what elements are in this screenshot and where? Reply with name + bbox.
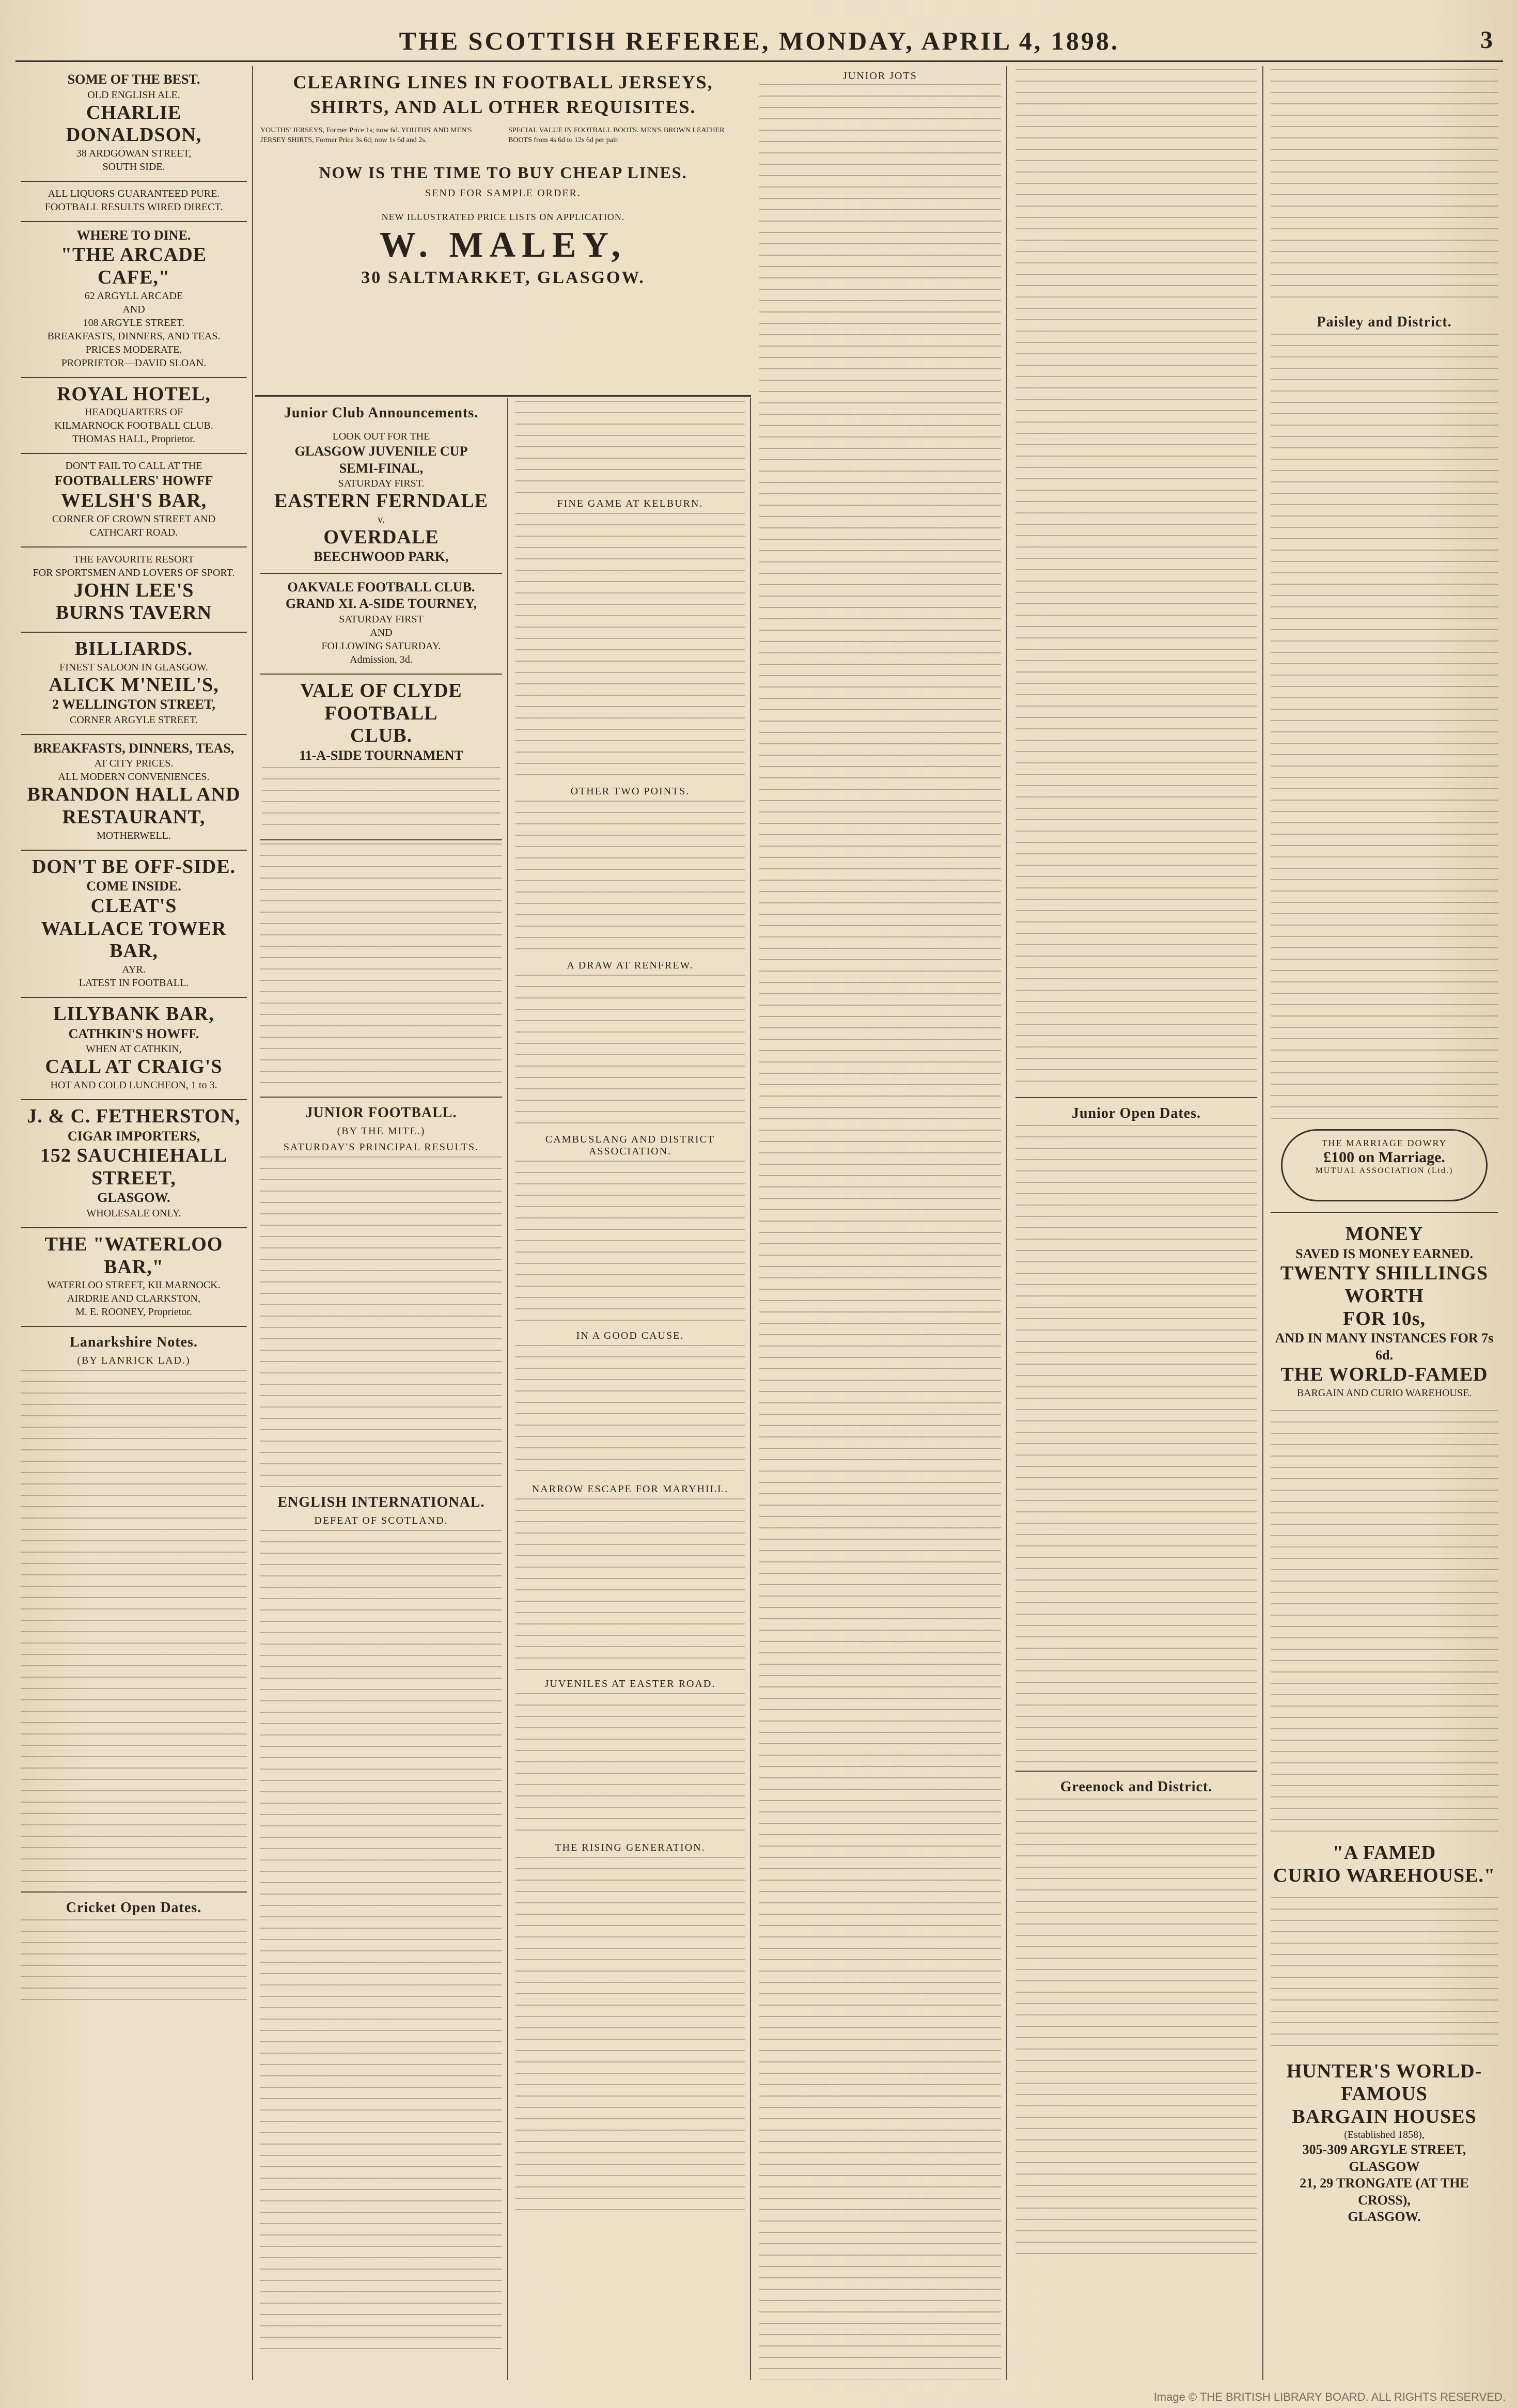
body-text bbox=[262, 767, 500, 829]
body-text bbox=[1015, 69, 1257, 1092]
body-text bbox=[515, 1693, 745, 1838]
ad-line: PROPRIETOR—DAVID SLOAN. bbox=[61, 357, 207, 369]
ad-name: TWENTY SHILLINGS WORTH bbox=[1280, 1262, 1489, 1307]
body-text bbox=[515, 975, 745, 1130]
ad-heading: 21, 29 TRONGATE (AT THE CROSS), bbox=[1300, 2176, 1469, 2208]
ad-heading: NOW IS THE TIME TO BUY CHEAP LINES. bbox=[319, 163, 687, 182]
ad-name: OVERDALE bbox=[323, 526, 439, 548]
ad-heading: CIGAR IMPORTERS, bbox=[67, 1128, 200, 1144]
ad-heading: COME INSIDE. bbox=[86, 879, 181, 894]
ad-line: CORNER ARGYLE STREET. bbox=[70, 714, 198, 726]
ad-line: FINEST SALOON IN GLASGOW. bbox=[59, 661, 208, 673]
ad-line: 108 ARGYLE STREET. bbox=[83, 317, 185, 329]
junior-football-byline: (BY THE MITE.) bbox=[337, 1125, 426, 1137]
body-text bbox=[515, 1857, 745, 2218]
ad-hunter bbox=[1271, 2055, 1498, 2233]
body-text bbox=[21, 1370, 247, 1886]
ad-line: AYR. bbox=[122, 964, 146, 975]
ad-line: WHEN AT CATHKIN, bbox=[86, 1043, 182, 1055]
ad-line: GLASGOW. bbox=[97, 1190, 170, 1206]
ad-line: WATERLOO STREET, KILMARNOCK. bbox=[47, 1279, 221, 1291]
ad-fetherston bbox=[21, 1100, 247, 1228]
ad-name: MONEY bbox=[1345, 1223, 1424, 1245]
body-text bbox=[515, 1345, 745, 1479]
seal-text: THE MARRIAGE DOWRY bbox=[1321, 1138, 1447, 1148]
junior-open-dates-title: Junior Open Dates. bbox=[1071, 1105, 1201, 1121]
ad-royal-hotel bbox=[21, 378, 247, 455]
english-international-title: ENGLISH INTERNATIONAL. bbox=[277, 1494, 485, 1511]
body-text bbox=[260, 843, 502, 1091]
ad-heading: GLASGOW. bbox=[1348, 2209, 1421, 2225]
ad-heading: OAKVALE FOOTBALL CLUB. bbox=[287, 579, 475, 595]
ad-w-maley bbox=[255, 66, 751, 397]
column-1 bbox=[15, 66, 253, 2380]
body-text bbox=[1271, 1410, 1498, 1834]
ad-line: PRICES MODERATE. bbox=[85, 343, 182, 355]
ad-heading: SAVED IS MONEY EARNED. bbox=[1295, 1246, 1473, 1261]
ad-line: HEADQUARTERS OF bbox=[84, 406, 183, 418]
section-heading: CAMBUSLANG AND DISTRICT ASSOCIATION. bbox=[545, 1134, 715, 1157]
ad-name: FOR 10s, bbox=[1343, 1307, 1426, 1330]
ad-heading: WHERE TO DINE. bbox=[76, 227, 191, 243]
section-heading: NARROW ESCAPE FOR MARYHILL. bbox=[531, 1483, 729, 1495]
cricket-open-dates-title: Cricket Open Dates. bbox=[66, 1900, 202, 1916]
ad-name: BRANDON HALL AND bbox=[27, 784, 241, 806]
column-4 bbox=[1010, 66, 1263, 2380]
ad-charlie-donaldson bbox=[21, 66, 247, 182]
section-heading: FINE GAME AT KELBURN. bbox=[557, 498, 703, 509]
ad-name: HUNTER'S WORLD-FAMOUS bbox=[1286, 2060, 1482, 2105]
ad-line: M. E. ROONEY, Proprietor. bbox=[75, 1306, 192, 1318]
ad-name: RESTAURANT, bbox=[62, 806, 206, 828]
column-3 bbox=[754, 66, 1007, 2380]
ad-line: KILMARNOCK FOOTBALL CLUB. bbox=[54, 420, 213, 432]
ad-heading: SOME OF THE BEST. bbox=[67, 72, 200, 87]
seal-text: £100 on Marriage. bbox=[1323, 1149, 1445, 1166]
ad-name: CURIO WAREHOUSE." bbox=[1273, 1864, 1496, 1886]
ad-name: THE "WATERLOO BAR," bbox=[44, 1233, 223, 1278]
ad-line: SATURDAY FIRST bbox=[339, 613, 424, 625]
ad-name: J. & C. FETHERSTON, bbox=[27, 1105, 241, 1127]
ad-marriage-dowry-seal bbox=[1281, 1129, 1488, 1201]
body-text bbox=[515, 801, 745, 956]
ad-heading: GRAND XI. A-SIDE TOURNEY, bbox=[285, 596, 477, 612]
column-5 bbox=[1265, 66, 1503, 2380]
ad-world-famed bbox=[1271, 1218, 1498, 1407]
junior-football-sub: SATURDAY'S PRINCIPAL RESULTS. bbox=[283, 1142, 479, 1153]
lanarkshire-byline: (BY LANRICK LAD.) bbox=[77, 1355, 191, 1367]
ad-line: v. bbox=[378, 513, 385, 525]
body-text bbox=[515, 1498, 745, 1674]
announcement-glasgow-juvenile-cup bbox=[260, 425, 502, 574]
copyright-credit: Image © THE BRITISH LIBRARY BOARD. ALL RIGHTS RESERVED. bbox=[1153, 2390, 1506, 2403]
seal-text: MUTUAL ASSOCIATION (Ltd.) bbox=[1315, 1166, 1453, 1175]
section-heading: A DRAW AT RENFREW. bbox=[567, 960, 694, 971]
page-number: 3 bbox=[1480, 26, 1493, 54]
ad-billiards bbox=[21, 633, 247, 735]
ad-line: MOTHERWELL. bbox=[97, 830, 171, 841]
ad-line: HOT AND COLD LUNCHEON, 1 to 3. bbox=[50, 1079, 217, 1091]
ad-arcade-cafe bbox=[21, 222, 247, 378]
section-heading: JUVENILES AT EASTER ROAD. bbox=[544, 1678, 716, 1690]
ad-line: SEND FOR SAMPLE ORDER. bbox=[425, 187, 581, 199]
ad-name: "A FAMED bbox=[1332, 1841, 1436, 1864]
ad-line: (Established 1858), bbox=[1344, 2129, 1425, 2141]
ad-heading: 305-309 ARGYLE STREET, bbox=[1302, 2142, 1466, 2157]
body-text bbox=[1015, 1799, 1257, 2263]
ad-name: CLUB. bbox=[350, 725, 413, 747]
ad-line: 2 WELLINGTON STREET, bbox=[52, 697, 215, 712]
body-text bbox=[515, 1161, 745, 1326]
body-text bbox=[21, 1919, 247, 2002]
section-heading: OTHER TWO POINTS. bbox=[570, 786, 690, 797]
ad-name: 152 SAUCHIEHALL STREET, bbox=[40, 1145, 228, 1189]
ad-name: VALE OF CLYDE FOOTBALL bbox=[300, 679, 462, 724]
ad-name: CALL AT CRAIG'S bbox=[45, 1056, 223, 1078]
ad-line: THOMAS HALL, Proprietor. bbox=[72, 433, 195, 445]
ad-line: SATURDAY FIRST. bbox=[338, 478, 425, 489]
body-text bbox=[1271, 334, 1498, 1119]
masthead-title: THE SCOTTISH REFEREE, MONDAY, APRIL 4, 1898. bbox=[399, 26, 1120, 55]
ad-line: LATEST IN FOOTBALL. bbox=[79, 977, 189, 989]
ad-small-text: SPECIAL VALUE IN FOOTBALL BOOTS. MEN'S BROWN LEATHER BOOTS from 4s 6d to 12s 6d per pair. bbox=[508, 127, 725, 144]
ad-line: AND bbox=[370, 627, 393, 638]
greenock-district-title: Greenock and District. bbox=[1060, 1779, 1213, 1795]
ad-line: CORNER OF CROWN STREET AND bbox=[52, 513, 216, 525]
masthead bbox=[15, 21, 1503, 62]
ad-line: FOLLOWING SATURDAY. bbox=[321, 640, 441, 652]
ad-burns-tavern bbox=[21, 548, 247, 633]
ad-heading: CLEARING LINES IN FOOTBALL JERSEYS, bbox=[293, 72, 713, 92]
junior-jots-title: JUNIOR JOTS bbox=[843, 70, 917, 82]
ad-small-text: YOUTHS' JERSEYS, Former Price 1s; now 6d. YOUTHS' AND MEN'S JERSEY SHIRTS, Former Price 3s 6d; now 1s 6d and 2s. bbox=[260, 127, 472, 144]
section-heading: IN A GOOD CAUSE. bbox=[576, 1330, 684, 1341]
column-2b bbox=[510, 398, 751, 2380]
ad-heading: GLASGOW JUVENILE CUP bbox=[294, 444, 468, 459]
ad-line: BARGAIN AND CURIO WAREHOUSE. bbox=[1296, 1387, 1472, 1399]
ad-line: BEECHWOOD PARK, bbox=[314, 549, 449, 565]
ad-line: 62 ARGYLL ARCADE bbox=[84, 290, 183, 302]
ad-line: LOOK OUT FOR THE bbox=[332, 431, 430, 442]
ad-line: SOUTH SIDE. bbox=[102, 161, 165, 173]
body-text bbox=[1271, 1897, 1498, 2052]
ad-heading: SEMI-FINAL, bbox=[339, 460, 424, 476]
ad-line: ALL LIQUORS GUARANTEED PURE. bbox=[48, 187, 220, 199]
ad-name: DON'T BE OFF-SIDE. bbox=[32, 855, 236, 878]
body-text bbox=[759, 84, 1001, 2380]
ad-name: WELSH'S BAR, bbox=[60, 489, 207, 511]
ad-curio bbox=[1271, 1837, 1498, 1894]
ad-line: AIRDRIE AND CLARKSTON, bbox=[67, 1293, 200, 1305]
ad-line: THE FAVOURITE RESORT bbox=[73, 553, 194, 565]
ad-welshs-bar bbox=[21, 454, 247, 547]
dates-list bbox=[1015, 1125, 1257, 1765]
section-heading: THE RISING GENERATION. bbox=[555, 1842, 706, 1853]
ad-name: JOHN LEE'S bbox=[73, 579, 194, 601]
junior-club-announcements-title: Junior Club Announcements. bbox=[284, 405, 479, 421]
ad-line: NEW ILLUSTRATED PRICE LISTS ON APPLICATION. bbox=[381, 211, 625, 222]
ad-heading: FOOTBALLERS' HOWFF bbox=[54, 473, 213, 489]
ad-brandon-hall bbox=[21, 735, 247, 851]
ad-heading: AND IN MANY INSTANCES FOR 7s 6d. bbox=[1275, 1331, 1494, 1363]
ad-line: WHOLESALE ONLY. bbox=[86, 1207, 181, 1219]
ad-name: BILLIARDS. bbox=[74, 638, 193, 660]
ad-line: FOOTBALL RESULTS WIRED DIRECT. bbox=[44, 201, 223, 213]
ad-name: CLEAT'S bbox=[90, 895, 177, 917]
junior-football-title: JUNIOR FOOTBALL. bbox=[305, 1105, 457, 1121]
ad-heading: SHIRTS, AND ALL OTHER REQUISITES. bbox=[310, 97, 696, 117]
ad-line: Admission, 3d. bbox=[350, 653, 413, 665]
ad-address: 30 SALTMARKET, GLASGOW. bbox=[361, 268, 645, 287]
ad-line: ALL MODERN CONVENIENCES. bbox=[58, 771, 210, 783]
body-text bbox=[515, 513, 745, 781]
ad-name: WALLACE TOWER BAR, bbox=[41, 917, 227, 962]
ad-name: CHARLIE DONALDSON, bbox=[66, 101, 202, 146]
ad-name: "THE ARCADE CAFE," bbox=[60, 244, 207, 289]
ad-name: BURNS TAVERN bbox=[55, 602, 212, 624]
results-list bbox=[260, 1156, 502, 1487]
body-text bbox=[515, 401, 745, 494]
ad-line: CATHCART ROAD. bbox=[89, 526, 178, 538]
ad-heading: GLASGOW bbox=[1349, 2159, 1420, 2174]
ad-wallace-tower bbox=[21, 851, 247, 998]
ad-name: ALICK M'NEIL'S, bbox=[49, 674, 219, 696]
ad-name: ROYAL HOTEL, bbox=[57, 383, 211, 405]
ad-line: 38 ARDGOWAN STREET, bbox=[76, 147, 192, 159]
ad-heading: 11-A-SIDE TOURNAMENT bbox=[299, 747, 463, 763]
ad-line: DON'T FAIL TO CALL AT THE bbox=[65, 460, 202, 472]
column-2a bbox=[255, 398, 508, 2380]
ad-name: W. MALEY, bbox=[379, 225, 627, 265]
lanarkshire-notes-title: Lanarkshire Notes. bbox=[70, 1334, 198, 1351]
ad-line: BREAKFASTS, DINNERS, AND TEAS. bbox=[47, 330, 221, 342]
ad-heading: BREAKFASTS, DINNERS, TEAS, bbox=[33, 740, 234, 756]
ad-heading: CATHKIN'S HOWFF. bbox=[68, 1026, 199, 1041]
english-international-sub: DEFEAT OF SCOTLAND. bbox=[314, 1515, 448, 1527]
body-text bbox=[260, 1530, 502, 2356]
ad-name: EASTERN FERNDALE bbox=[274, 490, 489, 512]
ad-name: LILYBANK BAR, bbox=[53, 1003, 214, 1025]
announcement-vale-of-clyde bbox=[260, 675, 502, 841]
body-text bbox=[1271, 69, 1498, 307]
ad-name: BARGAIN HOUSES bbox=[1292, 2105, 1477, 2128]
ad-waterloo-bar bbox=[21, 1228, 247, 1327]
ad-line: OLD ENGLISH ALE. bbox=[87, 89, 180, 101]
ad-line: AND bbox=[122, 303, 145, 315]
ad-line: AT CITY PRICES. bbox=[94, 758, 174, 770]
ad-name: THE WORLD-FAMED bbox=[1280, 1364, 1488, 1386]
announcement-oakvale bbox=[260, 574, 502, 675]
ad-line: FOR SPORTSMEN AND LOVERS OF SPORT. bbox=[33, 567, 235, 578]
paisley-district-title: Paisley and District. bbox=[1317, 314, 1452, 330]
ad-lilybank-bar bbox=[21, 998, 247, 1100]
ad-liquors bbox=[21, 182, 247, 222]
